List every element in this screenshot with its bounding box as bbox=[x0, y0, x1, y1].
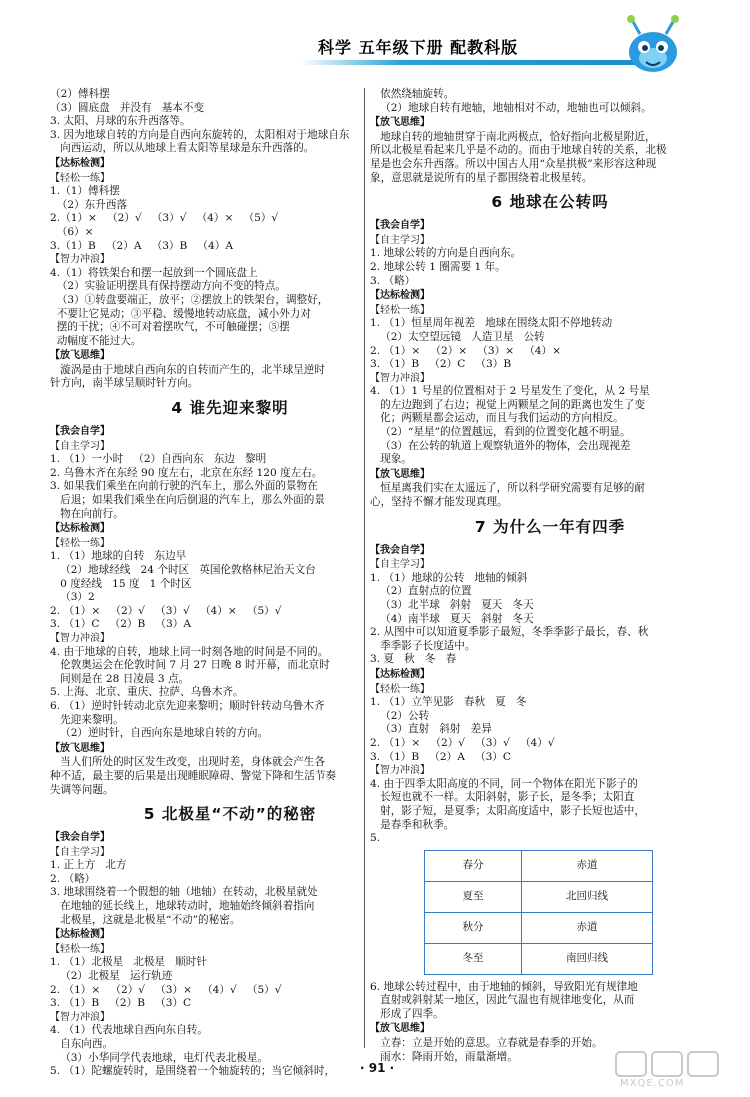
subsection-tag: 【轻松一练】 bbox=[50, 537, 110, 549]
section-title: 6 地球在公转吗 bbox=[491, 193, 609, 212]
answer-line: 地球自转的地轴贯穿于南北两极点，恰好指向北极星附近， bbox=[370, 130, 656, 143]
answer-line: 2. （1）× （2）× （3）× （4）× bbox=[370, 344, 561, 357]
section-tag: 【达标检测】 bbox=[50, 929, 110, 941]
section-tag: 【放飞思维】 bbox=[370, 468, 430, 480]
answer-line: 1. （1）地球的公转 地轴的倾斜 bbox=[370, 571, 528, 584]
section-tag: 【达标检测】 bbox=[370, 290, 430, 302]
answer-line: 物在向前行。 bbox=[50, 507, 124, 520]
answer-line: 3. （略） bbox=[370, 274, 416, 287]
section-tag: 【达标检测】 bbox=[50, 157, 110, 169]
answer-line: 形成了四季。 bbox=[370, 1007, 444, 1020]
subsection-tag: 【自主学习】 bbox=[370, 234, 430, 246]
subsection-tag: 【智力冲浪】 bbox=[50, 632, 110, 644]
answer-line: 2. 从图中可以知道夏季影子最短，冬季季影子最长，春、秋 bbox=[370, 626, 649, 639]
answer-line: 1. （1）北极星 北极星 顺时针 bbox=[50, 956, 207, 969]
answer-line: 3. 如果我们乘坐在向前行驶的汽车上，那么外面的景物在 bbox=[50, 480, 318, 493]
answer-line: 心，坚持不懈才能发现真理。 bbox=[370, 496, 508, 509]
answer-line: （3）小华同学代表地球，电灯代表北极星。 bbox=[50, 1051, 269, 1064]
subsection-tag: 【轻松一练】 bbox=[370, 304, 430, 316]
answer-line: （3）①转盘要端正，放平；②摆放上的铁架台，调整好， bbox=[50, 293, 329, 306]
answer-line: 3. 太阳、月球的东升西落等。 bbox=[50, 115, 191, 128]
subsection-tag: 【智力冲浪】 bbox=[50, 254, 110, 266]
answer-line: （2）“星星”的位置越远，看到的位置变化越不明显。 bbox=[370, 426, 631, 439]
answer-line: （2）逆时针，自西向东是地球自转的方向。 bbox=[50, 727, 269, 740]
answer-line: （2）傅科摆 bbox=[50, 88, 110, 100]
answer-line: 3.（1）B （2）A （3）B （4）A bbox=[50, 239, 233, 252]
answer-line: 动幅度不能过大。 bbox=[50, 334, 142, 347]
section-tag: 【达标检测】 bbox=[50, 523, 110, 535]
answer-line: 所以北极星看起来几乎是不动的。而由于地球自转的关系，北极 bbox=[370, 144, 667, 157]
section-tag: 【放飞思维】 bbox=[370, 117, 430, 129]
subsection-tag: 【自主学习】 bbox=[370, 559, 430, 571]
answer-line: 长短也就不一样。太阳斜射，影子长，是冬季；太阳直 bbox=[370, 791, 635, 804]
answer-line: 1. 地球公转的方向是自西向东。 bbox=[370, 247, 522, 260]
answer-line: 在地轴的延长线上，地球转动时，地轴始终倾斜着指向 bbox=[50, 900, 315, 913]
answer-line: 2. 乌鲁木齐在东经 90 度左右，北京在东经 120 度左右。 bbox=[50, 466, 323, 479]
answer-line: （3）北半球 斜射 夏天 冬天 bbox=[370, 599, 534, 611]
answer-line: 0 度经线 15 度 1 个时区 bbox=[50, 577, 192, 590]
season-cell: 春分 bbox=[425, 850, 522, 881]
section-title: 5 北极星“不动”的秘密 bbox=[143, 805, 317, 824]
answer-line: 1. （1）恒星周年视差 地球在围绕太阳不停地转动 bbox=[370, 317, 613, 330]
table-row bbox=[425, 912, 653, 943]
answer-line: 2. 地球公转 1 圈需要 1 年。 bbox=[370, 260, 506, 273]
section-tag: 【我会自学】 bbox=[50, 426, 110, 438]
answer-line: 5. （1）陀螺旋转时，是围绕着一个轴旋转的；当它倾斜时， bbox=[50, 1065, 336, 1078]
watermark-domain: MXQE.COM bbox=[620, 1078, 685, 1089]
answer-line: （3）2 bbox=[50, 591, 95, 604]
answer-line: 4.（1）将铁架台和摆一起放到一个圆底盘上 bbox=[50, 266, 258, 279]
answer-line: 针方向，南半球呈顺时针方向。 bbox=[50, 377, 199, 390]
answer-line: 4. 由于地球的自转，地球上同一时刻各地的时间是不同的。 bbox=[50, 645, 329, 658]
answer-line: 3. （1）B （2）B （3）C bbox=[50, 997, 192, 1010]
season-cell: 夏至 bbox=[425, 881, 522, 912]
answer-line: 4. 由于四季太阳高度的不同，同一个物体在阳光下影子的 bbox=[370, 777, 638, 790]
answer-line: 象，意思就是说所有的星子都围绕着北极星转。 bbox=[370, 171, 593, 184]
section-tag: 【放飞思维】 bbox=[50, 350, 110, 362]
answer-line: 当人们所处的时区发生改变，出现时差，身体就会产生各 bbox=[50, 756, 325, 769]
subsection-tag: 【自主学习】 bbox=[50, 440, 110, 452]
watermark bbox=[612, 1048, 742, 1094]
answer-line: 恒星离我们实在太遥远了，所以科学研究需要有足够的耐 bbox=[370, 482, 645, 495]
answer-line: 4. （1）代表地球自西向东自转。 bbox=[50, 1024, 208, 1037]
answer-line: 先迎来黎明。 bbox=[50, 713, 124, 726]
answer-line: （2）东升西落 bbox=[50, 198, 128, 211]
answer-line: 3. （1）C （2）B （3）A bbox=[50, 618, 192, 631]
answer-line: 1. （1）立竿见影 春秋 夏 冬 bbox=[370, 696, 527, 709]
answer-line: （2）地球经线 24 个时区 英国伦敦格林尼治天文台 bbox=[50, 564, 316, 576]
answer-line: 雨水：降雨开始，雨量渐增。 bbox=[370, 1050, 518, 1063]
subsection-tag: 【轻松一练】 bbox=[50, 943, 110, 955]
answer-line: （2）公转 bbox=[370, 709, 430, 722]
answer-line: 立春：立是开始的意思。立春就是春季的开始。 bbox=[370, 1037, 603, 1050]
answer-line: （4）南半球 夏天 斜射 冬天 bbox=[370, 612, 534, 625]
answer-line: 星是也会东升西落。所以中国古人用“众星拱极”来形容这种现 bbox=[370, 157, 657, 170]
answer-line: 1.（1）傅科摆 bbox=[50, 185, 120, 198]
answer-line: （2）实验证明摆具有保持摆动方向不变的特点。 bbox=[50, 280, 286, 293]
section-title: 7 为什么一年有四季 bbox=[474, 517, 626, 536]
sun-position-cell: 赤道 bbox=[522, 912, 653, 943]
subsection-tag: 【智力冲浪】 bbox=[370, 372, 430, 384]
answer-line: 依然绕轴旋转。 bbox=[370, 88, 455, 100]
header-accent-bar bbox=[300, 60, 640, 65]
answer-line: 6. 地球公转过程中，由于地轴的倾斜，导致阳光有规律地 bbox=[370, 980, 638, 993]
answer-line: 3. 夏 秋 冬 春 bbox=[370, 653, 457, 666]
answer-line: 不要让它晃动；③平稳、缓慢地转动底盘，减小外力对 bbox=[50, 307, 311, 320]
answer-line: 化；两颗星都会运动，而且与我们运动的方向相反。 bbox=[370, 412, 624, 425]
section-tag: 【放飞思维】 bbox=[50, 742, 110, 754]
answer-line: （2）太空望远镜 人造卫星 公转 bbox=[370, 330, 545, 343]
sun-position-cell: 北回归线 bbox=[522, 881, 653, 912]
sun-position-cell: 赤道 bbox=[522, 850, 653, 881]
answer-line: （6）× bbox=[50, 225, 94, 238]
answer-line: 1. 正上方 北方 bbox=[50, 859, 127, 872]
subsection-tag: 【轻松一练】 bbox=[50, 172, 110, 184]
subsection-tag: 【智力冲浪】 bbox=[370, 765, 430, 777]
season-table bbox=[424, 850, 653, 975]
subsection-tag: 【轻松一练】 bbox=[370, 683, 430, 695]
mascot-icon bbox=[618, 14, 688, 76]
answer-line: 3. （1）B （2）C （3）B bbox=[370, 358, 512, 371]
section-tag: 【放飞思维】 bbox=[370, 1023, 430, 1035]
answer-line: 的左边跑到了右边；视觉上两颗星之间的距离也发生了变 bbox=[370, 398, 645, 411]
answer-line: 射，影子短，是夏季；太阳高度适中，影子长短也适中， bbox=[370, 804, 645, 817]
answer-line: 2. （略） bbox=[50, 872, 96, 885]
subsection-tag: 【智力冲浪】 bbox=[50, 1011, 110, 1023]
header-title: 科学 五年级下册 配教科版 bbox=[318, 38, 519, 57]
answer-line: 3. 因为地球自转的方向是自西向东旋转的，太阳相对于地球自东 bbox=[50, 128, 350, 141]
answer-line: 1. （1）一小时 （2）自西向东 东边 黎明 bbox=[50, 453, 267, 466]
answer-line: 伦敦奥运会在伦敦时间 7 月 27 日晚 8 时开幕，而北京时 bbox=[50, 659, 330, 672]
answer-line: 6. （1）逆时针转动北京先迎来黎明；顺时针转动乌鲁木齐 bbox=[50, 699, 325, 712]
answer-line: 直射或斜射某一地区，因此气温也有规律地变化，从而 bbox=[370, 994, 635, 1007]
answer-line: （3）圆底盘 并没有 基本不变 bbox=[50, 101, 205, 114]
answer-line: 北极星，这就是北极星“不动”的秘密。 bbox=[50, 913, 241, 926]
sun-position-cell: 南回归线 bbox=[522, 943, 653, 974]
answer-line: 1. （1）地球的自转 东边早 bbox=[50, 550, 187, 563]
right-column bbox=[370, 88, 730, 1064]
answer-line: 季季影子长度适中。 bbox=[370, 639, 476, 652]
answer-line: （2）北极星 运行轨迹 bbox=[50, 970, 173, 983]
answer-line: 5. 上海、北京、重庆、拉萨、乌鲁木齐。 bbox=[50, 686, 244, 699]
answer-line: 2. （1）× （2）√ （3）√ （4）× （5）√ bbox=[50, 604, 282, 617]
answer-line: 漩涡是由于地球自西向东的自转而产生的，北半球呈逆时 bbox=[50, 363, 325, 376]
answer-line: 5. bbox=[370, 832, 381, 845]
page-number: · 91 · bbox=[360, 1061, 395, 1075]
answer-line: 是春季和秋季。 bbox=[370, 818, 455, 831]
answer-line: 种不适，最主要的后果是出现睡眠障碍、警觉下降和生活节奏 bbox=[50, 769, 337, 782]
answer-line: 4. （1）1 号星的位置相对于 2 号星发生了变化，从 2 号星 bbox=[370, 385, 650, 398]
section-tag: 【我会自学】 bbox=[370, 220, 430, 232]
table-row bbox=[425, 881, 653, 912]
answer-line: （3）直射 斜射 差异 bbox=[370, 723, 492, 736]
answer-line: 3. 地球围绕着一个假想的轴（地轴）在转动，北极星就处 bbox=[50, 886, 318, 899]
section-tag: 【我会自学】 bbox=[370, 544, 430, 556]
season-cell: 秋分 bbox=[425, 912, 522, 943]
left-column bbox=[50, 88, 410, 1079]
watermark-logo-icon bbox=[612, 1048, 742, 1080]
answer-line: 2.（1）× （2）√ （3）√ （4）× （5）√ bbox=[50, 212, 279, 225]
section-tag: 【我会自学】 bbox=[50, 832, 110, 844]
season-cell: 冬至 bbox=[425, 943, 522, 974]
answer-line: 间则是在 28 日凌晨 3 点。 bbox=[50, 672, 190, 685]
answer-line: 2. （1）× （2）√ （3）× （4）√ （5）√ bbox=[50, 983, 282, 996]
answer-line: 2. （1）× （2）√ （3）√ （4）√ bbox=[370, 736, 555, 749]
section-title: 4 谁先迎来黎明 bbox=[171, 399, 289, 418]
table-row bbox=[425, 850, 653, 881]
answer-line: （2）直射点的位置 bbox=[370, 585, 472, 598]
answer-line: （2）地球自转有地轴，地轴相对不动，地轴也可以倾斜。 bbox=[370, 101, 652, 114]
answer-line: 自东向西。 bbox=[50, 1038, 114, 1050]
answer-line: 摆的干扰；④不可对着摆吹气，不可触碰摆；⑤摆 bbox=[50, 321, 290, 334]
answer-line: 向西运动，所以从地球上看太阳等星球是东升西落的。 bbox=[50, 142, 315, 155]
answer-line: 3. （1）B （2）A （3）C bbox=[370, 750, 512, 763]
answer-line: 现象。 bbox=[370, 453, 412, 466]
section-tag: 【达标检测】 bbox=[370, 668, 430, 680]
answer-line: （3）在公转的轨道上观察轨道外的物体，会出现视差 bbox=[370, 439, 631, 452]
answer-line: 失调等问题。 bbox=[50, 783, 114, 796]
table-row bbox=[425, 943, 653, 974]
subsection-tag: 【自主学习】 bbox=[50, 846, 110, 858]
answer-line: 后退；如果我们乘坐在向后倒退的汽车上，那么外面的景 bbox=[50, 494, 325, 507]
page-header bbox=[0, 0, 750, 80]
